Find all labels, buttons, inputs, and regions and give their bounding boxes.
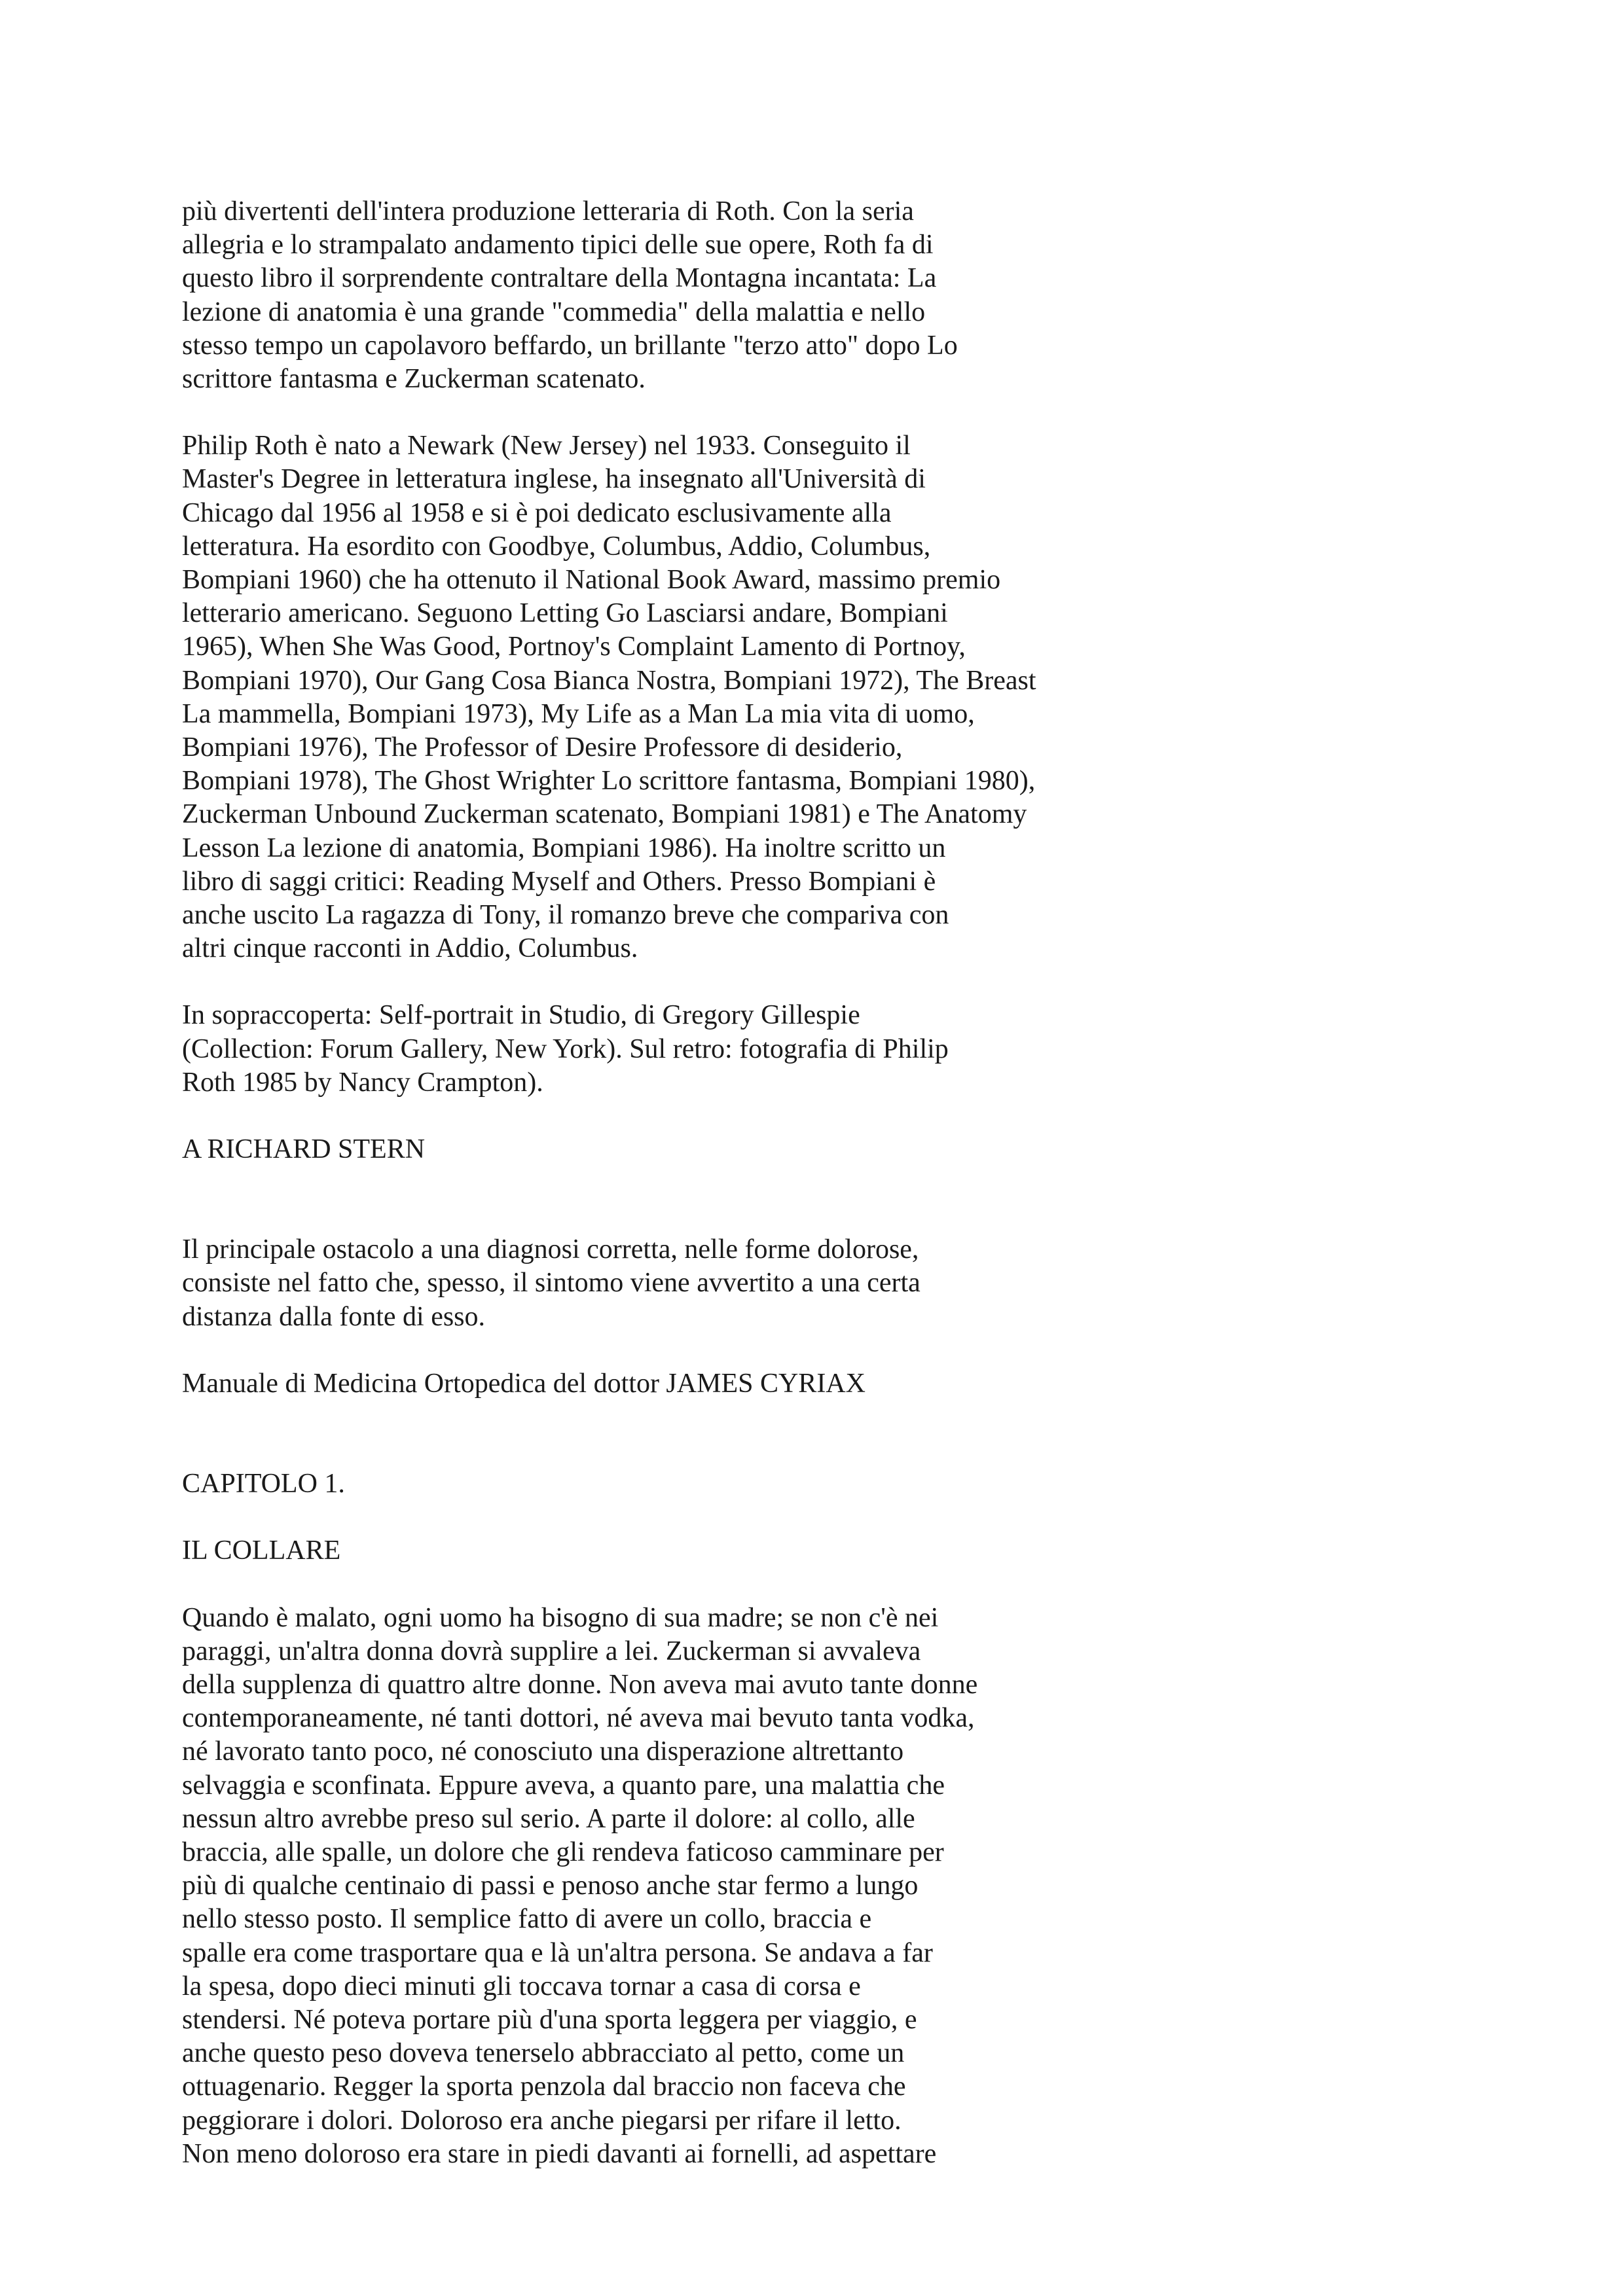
text-line: la spesa, dopo dieci minuti gli toccava tornar a casa di corsa e bbox=[182, 1971, 861, 2001]
text-line: della supplenza di quattro altre donne. Non aveva mai avuto tante donne bbox=[182, 1669, 978, 1700]
text-line: selvaggia e sconfinata. Eppure aveva, a quanto pare, una malattia che bbox=[182, 1770, 945, 1801]
text-line: Lesson La lezione di anatomia, Bompiani 1986). Ha inoltre scritto un bbox=[182, 833, 946, 863]
text-line: Bompiani 1976), The Professor of Desire Professore di desiderio, bbox=[182, 732, 903, 763]
document-text bbox=[182, 195, 1426, 2171]
text-line: stesso tempo un capolavoro beffardo, un brillante "terzo atto" dopo Lo bbox=[182, 330, 958, 361]
text-line: braccia, alle spalle, un dolore che gli rendeva faticoso camminare per bbox=[182, 1837, 944, 1867]
text-line: nello stesso posto. Il semplice fatto di avere un collo, braccia e bbox=[182, 1904, 872, 1935]
cover-credit-paragraph bbox=[182, 999, 1426, 1100]
epigraph bbox=[182, 1233, 1426, 1334]
text-line: letterario americano. Seguono Letting Go Lasciarsi andare, Bompiani bbox=[182, 598, 948, 629]
text-line: Philip Roth è nato a Newark (New Jersey) nel 1933. Conseguito il bbox=[182, 431, 911, 461]
text-line: Bompiani 1970), Our Gang Cosa Bianca Nostra, Bompiani 1972), The Breast bbox=[182, 665, 1036, 696]
text-line: né lavorato tanto poco, né conosciuto una disperazione altrettanto bbox=[182, 1736, 904, 1767]
text-line: Bompiani 1978), The Ghost Wrighter Lo scrittore fantasma, Bompiani 1980), bbox=[182, 766, 1036, 797]
text-line: ottuagenario. Regger la sporta penzola dal braccio non faceva che bbox=[182, 2072, 906, 2102]
text-line: La mammella, Bompiani 1973), My Life as a Man La mia vita di uomo, bbox=[182, 698, 975, 729]
paragraph-gap bbox=[182, 1334, 1426, 1367]
text-line: allegria e lo strampalato andamento tipici delle sue opere, Roth fa di bbox=[182, 230, 934, 260]
text-line: consiste nel fatto che, spesso, il sintomo viene avvertito a una certa bbox=[182, 1268, 921, 1299]
chapter-title-line: IL COLLARE bbox=[182, 1535, 341, 1566]
text-line: lezione di anatomia è una grande "commedia" della malattia e nello bbox=[182, 296, 926, 327]
epigraph-source-line: Manuale di Medicina Ortopedica del dottor JAMES CYRIAX bbox=[182, 1368, 866, 1399]
text-line: Chicago dal 1956 al 1958 e si è poi dedicato esclusivamente alla bbox=[182, 497, 892, 528]
author-bio-paragraph bbox=[182, 429, 1426, 965]
dedication-line: A RICHARD STERN bbox=[182, 1134, 426, 1165]
text-line: più divertenti dell'intera produzione letteraria di Roth. Con la seria bbox=[182, 196, 914, 226]
text-line: 1965), When She Was Good, Portnoy's Complaint Lamento di Portnoy, bbox=[182, 632, 966, 662]
text-line: nessun altro avrebbe preso sul serio. A parte il dolore: al collo, alle bbox=[182, 1803, 915, 1834]
text-line: stendersi. Né poteva portare più d'una sporta leggera per viaggio, e bbox=[182, 2004, 917, 2035]
text-line: contemporaneamente, né tanti dottori, né aveva mai bevuto tanta vodka, bbox=[182, 1703, 975, 1734]
text-line: distanza dalla fonte di esso. bbox=[182, 1301, 486, 1332]
text-line: libro di saggi critici: Reading Myself and Others. Presso Bompiani è bbox=[182, 866, 936, 897]
paragraph-gap bbox=[182, 1166, 1426, 1233]
paragraph-gap bbox=[182, 1568, 1426, 1602]
text-line: paraggi, un'altra donna dovrà supplire a lei. Zuckerman si avvaleva bbox=[182, 1636, 921, 1666]
text-line: spalle era come trasportare qua e là un'altra persona. Se andava a far bbox=[182, 1937, 933, 1968]
epigraph-source bbox=[182, 1367, 1426, 1401]
text-line: In sopraccoperta: Self-portrait in Studio, di Gregory Gillespie bbox=[182, 1000, 860, 1031]
text-line: anche questo peso doveva tenerselo abbracciato al petto, come un bbox=[182, 2038, 905, 2069]
text-line: questo libro il sorprendente contraltare della Montagna incantata: La bbox=[182, 263, 937, 294]
text-line: scrittore fantasma e Zuckerman scatenato. bbox=[182, 364, 646, 395]
text-line: Roth 1985 by Nancy Crampton). bbox=[182, 1067, 543, 1098]
paragraph-gap bbox=[182, 1401, 1426, 1467]
text-line: Zuckerman Unbound Zuckerman scatenato, Bompiani 1981) e The Anatomy bbox=[182, 799, 1027, 830]
text-line: Bompiani 1960) che ha ottenuto il National Book Award, massimo premio bbox=[182, 565, 1001, 596]
text-line: anche uscito La ragazza di Tony, il romanzo breve che compariva con bbox=[182, 900, 949, 931]
chapter-label bbox=[182, 1467, 1426, 1501]
text-line: (Collection: Forum Gallery, New York). Sul retro: fotografia di Philip bbox=[182, 1033, 949, 1064]
text-line: Il principale ostacolo a una diagnosi corretta, nelle forme dolorose, bbox=[182, 1234, 919, 1265]
text-line: Master's Degree in letteratura inglese, ha insegnato all'Università di bbox=[182, 464, 926, 495]
paragraph-gap bbox=[182, 1100, 1426, 1133]
text-line: altri cinque racconti in Addio, Columbus. bbox=[182, 933, 638, 964]
chapter-body bbox=[182, 1602, 1426, 2171]
text-line: Non meno doloroso era stare in piedi davanti ai fornelli, ad aspettare bbox=[182, 2138, 937, 2169]
text-line: Quando è malato, ogni uomo ha bisogno di sua madre; se non c'è nei bbox=[182, 1602, 939, 1633]
chapter-title bbox=[182, 1534, 1426, 1568]
text-line: più di qualche centinaio di passi e penoso anche star fermo a lungo bbox=[182, 1871, 919, 1901]
dedication bbox=[182, 1133, 1426, 1166]
text-line: peggiorare i dolori. Doloroso era anche piegarsi per rifare il letto. bbox=[182, 2105, 902, 2136]
paragraph-gap bbox=[182, 396, 1426, 429]
paragraph-gap bbox=[182, 1501, 1426, 1534]
blurb-paragraph bbox=[182, 195, 1426, 396]
chapter-label-line: CAPITOLO 1. bbox=[182, 1469, 345, 1499]
text-line: letteratura. Ha esordito con Goodbye, Columbus, Addio, Columbus, bbox=[182, 531, 931, 562]
paragraph-gap bbox=[182, 965, 1426, 999]
